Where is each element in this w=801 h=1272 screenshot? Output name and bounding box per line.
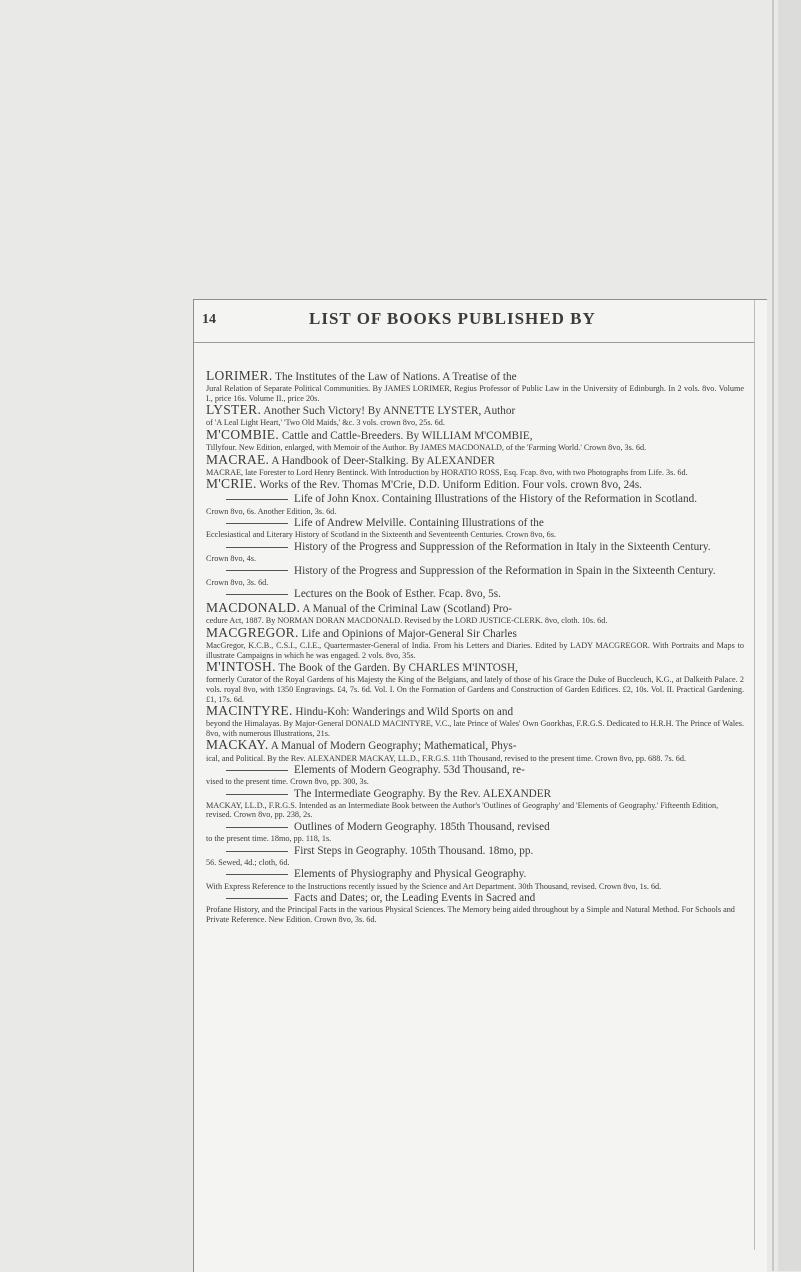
entry-head: MACKAY. [206,737,269,753]
subentry-detail: MACKAY, LL.D., F.R.G.S. Intended as an Intermediate Book between the Author's 'Outlines of Geography' and 'Elements of Geography.' Fifteenth Edition, revised. Crown 8vo, pp. 238, 2s. [206,800,719,820]
header-rule [194,342,754,343]
subentry-detail: With Express Reference to the Instructions recently issued by the Science and Art Department. 30th Thousand, revised. Crown 8vo, 1s. 6d. [206,881,662,891]
entry-title: A Handbook of Deer-Stalking. By ALEXANDER [271,454,495,467]
entry-head: M'CRIE. [206,476,257,492]
entry-title: Another Such Victory! By ANNETTE LYSTER, Author [263,405,516,418]
entry-title: Works of the Rev. Thomas M'Crie, D.D. Uniform Edition. Four vols. crown 8vo, 24s. [259,479,642,492]
subentry-title: Facts and Dates; or, the Leading Events in Sacred and [294,892,536,905]
entry-title: Life and Opinions of Major-General Sir Charles [301,627,517,640]
entry-detail: beyond the Himalayas. By Major-General DONALD MACINTYRE, V.C., late Prince of Wales' Own Goorkhas, F.R.G.S. Dedicated to H.R.H. The Prince of Wales. 8vo, with numerous Illustrations, 21s. [206,719,744,738]
page-frame [194,300,755,1250]
entry-head: MACINTYRE. [206,703,293,719]
catalogue-subentry [206,763,744,787]
subentry-title: History of the Progress and Suppression of the Reformation in Italy in the Sixteenth Century. [294,540,711,553]
entry-detail: MACRAE, late Forester to Lord Henry Bentinck. With Introduction by HORATIO ROSS, Esq. Fcap. 8vo, with two Photographs from Life. 3s. 6d. [206,467,688,477]
entry-head: MACDONALD. [206,600,301,616]
entry-head: M'INTOSH. [206,659,276,675]
entry-detail: cedure Act, 1887. By NORMAN DORAN MACDONALD. Revised by the LORD JUSTICE-CLERK. 8vo, cloth. 10s. 6d. [206,616,608,626]
catalogue-subentry [206,820,744,844]
catalogue-entry [206,403,744,428]
ditto-dash [226,594,288,595]
subentry-title: First Steps in Geography. 105th Thousand. 18mo, pp. [294,844,534,857]
subentry-detail: Profane History, and the Principal Facts in the various Physical Sciences. The Memory being aided throughout by a Simple and Natural Method. For Schools and Private Reference. New Edition. Crown 8vo, 3s. 6d. [206,905,735,924]
entry-head: MACGREGOR. [206,624,299,640]
entry-detail: formerly Curator of the Royal Gardens of his Majesty the King of the Belgians, and lately of those of his Grace the Duke of Buccleuch, K.G., at Dalkeith Palace. 2 vols. royal 8vo, with 1350 Engravings. £4, 7s. 6d. Vol. I. On the Formation of Gardens and Construction of Garden Edifices. £2, 10s. Vol. II. Practical Gardening. £1, 17s. 6d. [206,675,744,704]
catalogue-subentry [206,492,744,516]
ditto-dash [226,898,288,899]
page-edge-line [772,0,774,1271]
entry-title: A Manual of Modern Geography; Mathematical, Phys- [270,740,517,753]
subentry-title: Outlines of Modern Geography. 185th Thousand, revised [294,821,550,834]
catalogue-subentry [206,564,744,588]
catalogue-subentry [206,787,744,820]
page-header [194,300,754,342]
subentry-detail: Crown 8vo, 3s. 6d. [206,577,269,587]
catalogue-entry [206,428,744,453]
entry-title: A Manual of the Criminal Law (Scotland) Pro- [302,603,513,616]
ditto-dash [226,794,288,795]
subentry-title: Elements of Physiography and Physical Geography. [294,868,527,881]
subentry-detail: vised to the present time. Crown 8vo, pp. 300, 3s. [206,777,369,787]
entry-head: MACRAE. [206,451,270,467]
running-head: LIST OF BOOKS PUBLISHED BY [309,309,596,328]
subentry-detail: 56. Sewed, 4d.; cloth, 6d. [206,857,290,867]
catalogue-entry [206,601,744,626]
catalogue-subentry [206,844,744,868]
subentry-title: Life of John Knox. Containing Illustrations of the History of the Reformation in Scotland. [294,493,698,506]
entry-detail: of 'A Leal Light Heart,' 'Two Old Maids,' &c. 3 vols. crown 8vo, 25s. 6d. [206,418,445,428]
catalogue-entry [206,453,744,478]
entry-detail: Jural Relation of Separate Political Communities. By JAMES LORIMER, Regius Professor of Public Law in the University of Edinburgh. In 2 vols. 8vo. Volume I., price 16s. Volume II., price 20s. [206,384,744,403]
catalogue-subentry [206,516,744,540]
entry-title: Cattle and Cattle-Breeders. By WILLIAM M'COMBIE, [281,429,533,442]
subentry-title: The Intermediate Geography. By the Rev. ALEXANDER [294,787,552,800]
entry-head: LYSTER. [206,402,262,418]
catalogue-entry [206,738,744,763]
ditto-dash [226,770,288,771]
subentry-detail: to the present time. 18mo, pp. 118, 1s. [206,834,332,844]
ditto-dash [226,523,288,524]
catalogue-subentry [206,891,744,924]
subentry-title: Lectures on the Book of Esther. Fcap. 8vo, 5s. [294,588,501,601]
entry-head: LORIMER. [206,368,273,383]
ditto-dash [226,874,288,875]
catalogue-body [206,369,744,924]
subentry-detail: Ecclesiastical and Literary History of Scotland in the Sixteenth and Seventeenth Centuries. Crown 8vo, 6s. [206,530,556,540]
entry-title: The Institutes of the Law of Nations. A Treatise of the [275,371,517,383]
catalogue-entry [206,477,744,492]
catalogue-entry [206,626,744,660]
entry-title: Hindu-Koh: Wanderings and Wild Sports on and [295,706,514,719]
catalogue-entry [206,660,744,704]
subentry-title: Elements of Modern Geography. 53d Thousand, re- [294,764,525,777]
ditto-dash [226,547,288,548]
entry-detail: ical, and Political. By the Rev. ALEXANDER MACKAY, LL.D., F.R.G.S. 11th Thousand, revised to the present time. Crown 8vo, pp. 688. 7s. 6d. [206,753,687,763]
ditto-dash [226,851,288,852]
subentry-detail: Crown 8vo, 6s. Another Edition, 3s. 6d. [206,506,337,516]
page-gutter [778,0,801,1271]
ditto-dash [226,827,288,828]
catalogue-subentry [206,587,744,601]
catalogue-entry [206,704,744,738]
ditto-dash [226,499,288,500]
subentry-detail: Crown 8vo, 4s. [206,553,257,563]
subentry-title: Life of Andrew Melville. Containing Illustrations of the [294,517,544,530]
book-page [193,299,767,1272]
ditto-dash [226,570,288,571]
subentry-title: History of the Progress and Suppression of the Reformation in Spain in the Sixteenth Century. [294,564,716,577]
entry-detail: MacGregor, K.C.B., C.S.I., C.I.E., Quartermaster-General of India. From his Letters and Diaries. Edited by LADY MACGREGOR. With Portraits and Maps to illustrate Campaigns in which he was engaged. 2 vols. 8vo, 35s. [206,641,744,660]
catalogue-entry [206,369,744,403]
entry-detail: Tillyfour. New Edition, enlarged, with Memoir of the Author. By JAMES MACDONALD, of the 'Farming World.' Crown 8vo, 3s. 6d. [206,443,647,453]
entry-title: The Book of the Garden. By CHARLES M'INTOSH, [278,662,518,675]
catalogue-subentry [206,867,744,891]
page-number: 14 [202,312,216,327]
catalogue-subentry [206,540,744,564]
entry-head: M'COMBIE. [206,426,280,442]
